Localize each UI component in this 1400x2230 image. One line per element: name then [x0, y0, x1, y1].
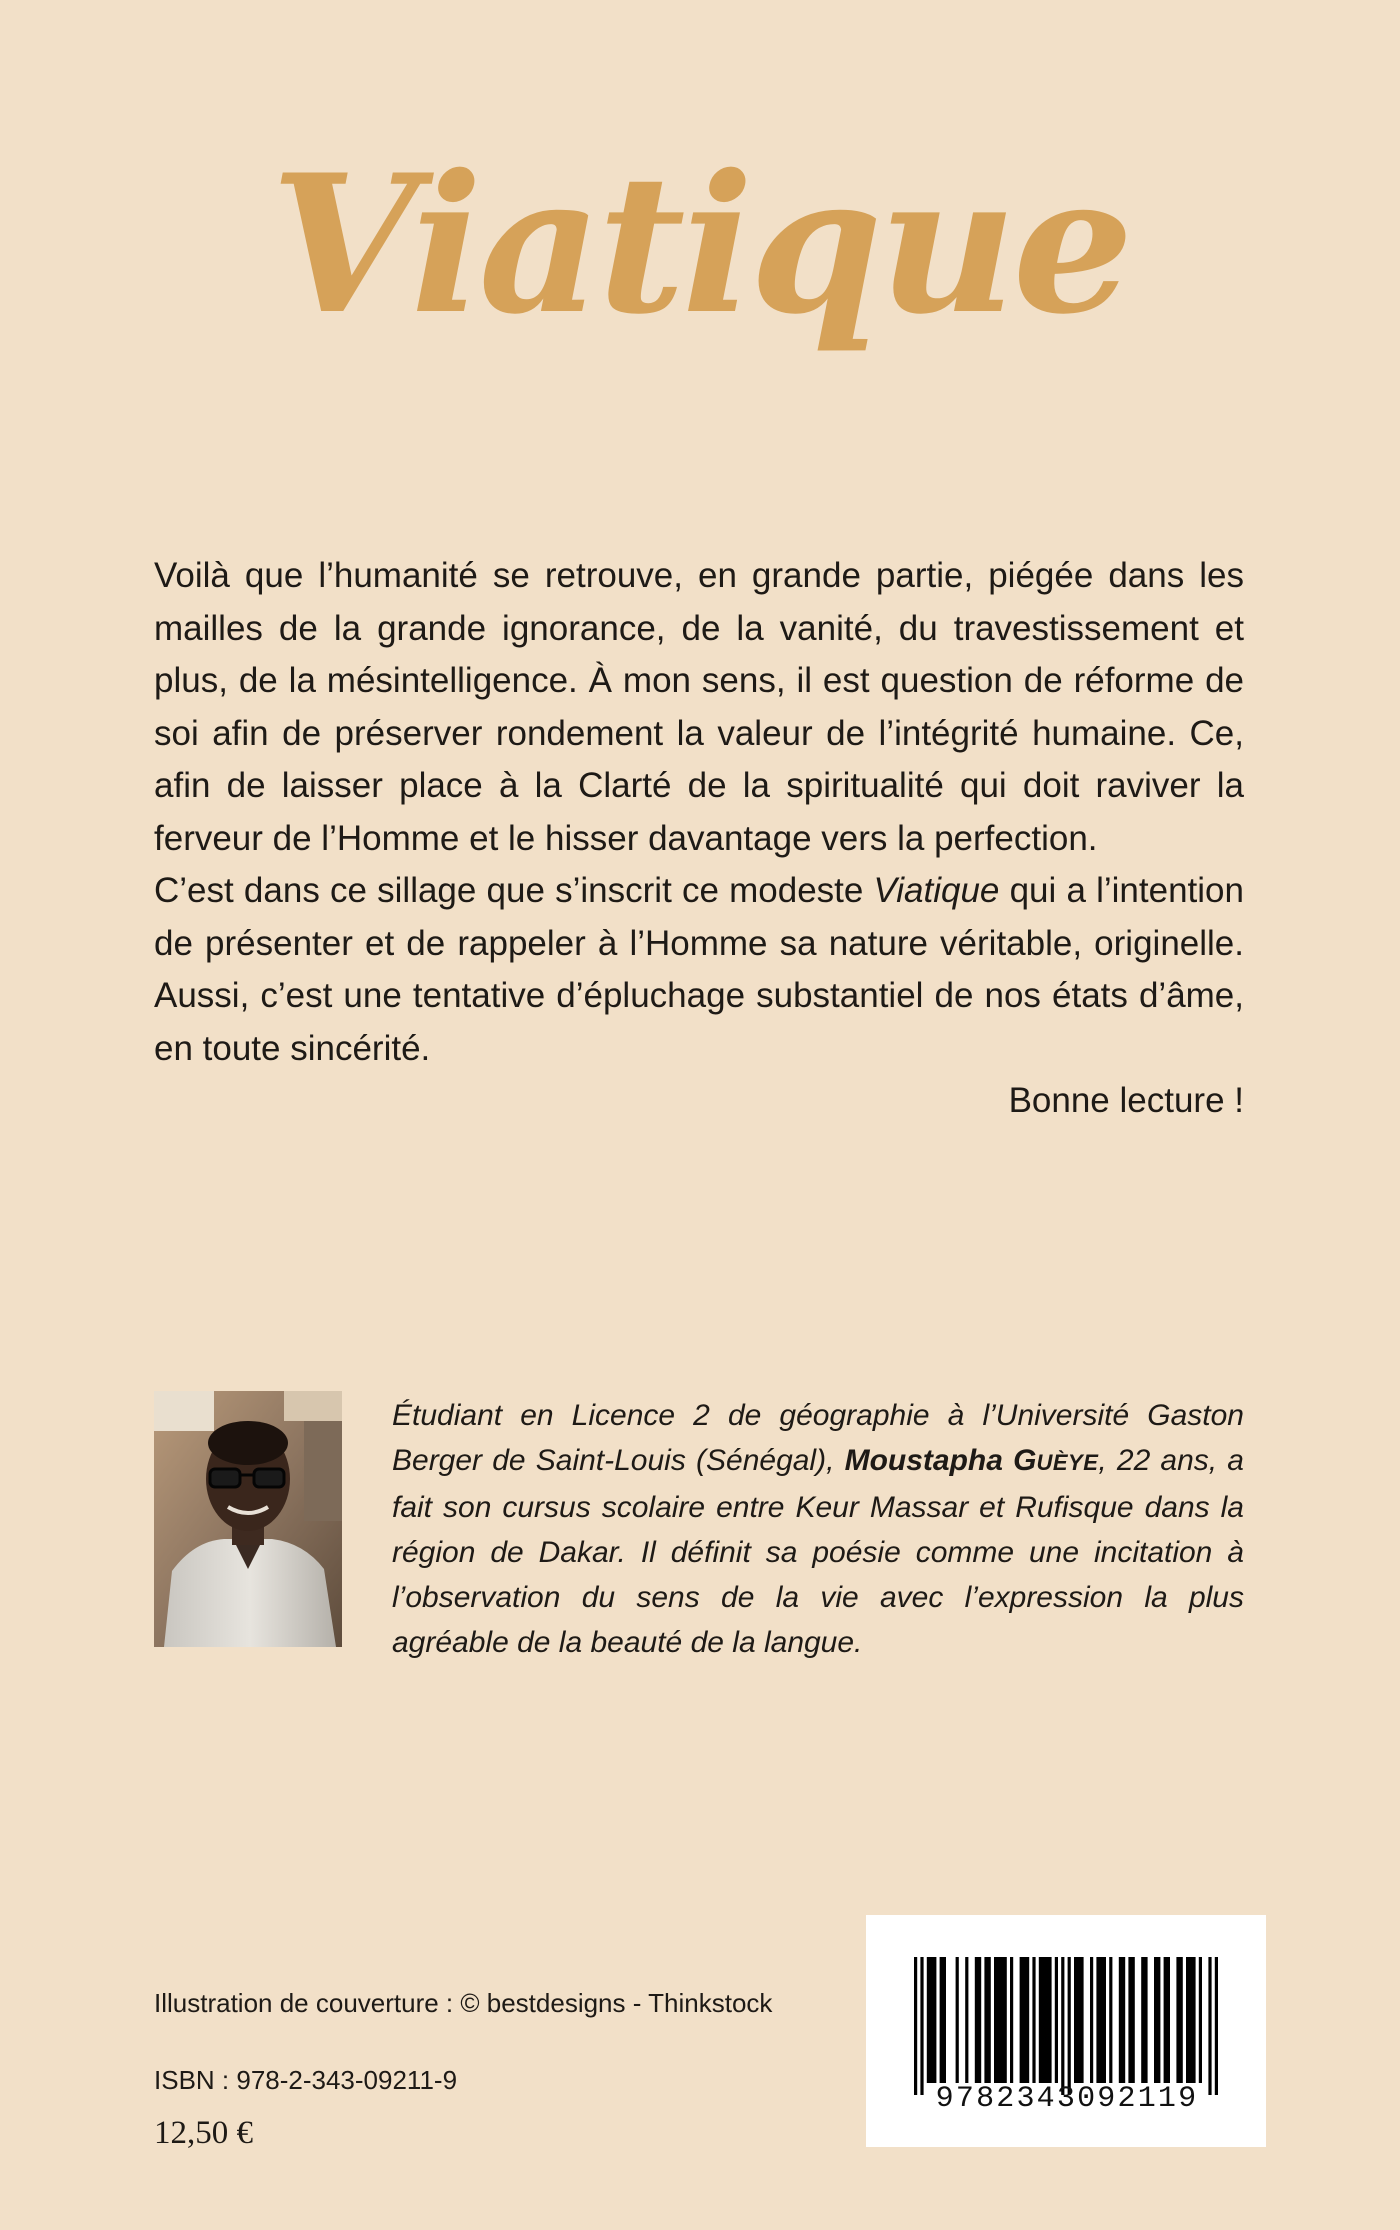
barcode-bar	[1119, 1957, 1125, 2083]
barcode-bar	[956, 1957, 959, 2083]
author-bio-rest: , 22 ans, a fait son cursus scolaire entre Keur Massar et Rufisque dans la région de Dakar. Il définit sa poésie comme une incitation à l’observation du sens de la vie avec l’expression la plus agréable de la beauté de la langue.	[392, 1444, 1244, 1659]
blurb-paragraph-1: Voilà que l’humanité se retrouve, en grande partie, piégée dans les mailles de la grande ignorance, de la vanité, du travestissement et plus, de la mésintelligence. À mon sens, il est question de réforme de soi afin de préserver rondement la valeur de l’intégrité humaine. Ce, afin de laisser place à la Clarté de la spiritualité qui doit raviver la ferveur de l’Homme et le hisser davantage vers la perfection.	[154, 556, 1244, 858]
author-bio-intro: Étudiant en Licence 2 de géographie à l’Université Gaston Berger de Saint-Louis (Sénégal),	[392, 1399, 1244, 1477]
barcode-bar	[984, 1957, 990, 2083]
barcode-bar	[920, 1957, 923, 2095]
barcode-bar	[1164, 1957, 1170, 2083]
barcode-bar	[1074, 1957, 1084, 2083]
author-name-first: Moustapha G	[844, 1444, 1037, 1477]
barcode-bar	[1090, 1957, 1093, 2083]
price: 12,50 €	[154, 2115, 253, 2151]
barcode-bar	[940, 1957, 946, 2083]
barcode-bar	[965, 1957, 968, 2083]
barcode-bar	[1141, 1957, 1147, 2083]
barcode-bar	[914, 1957, 917, 2095]
blurb-title-reference: Viatique	[873, 871, 1000, 910]
barcode-bar	[1068, 1957, 1071, 2095]
book-title: Viatique	[270, 133, 1130, 356]
barcode-bar	[1010, 1957, 1013, 2083]
isbn: ISBN : 978-2-343-09211-9	[154, 2065, 458, 2095]
barcode-bar	[1032, 1957, 1035, 2083]
barcode-bar	[1128, 1957, 1134, 2083]
author-name-smallcaps: UÈYE	[1036, 1450, 1099, 1475]
blurb-paragraph-2-start: C’est dans ce sillage que s’inscrit ce modeste	[154, 871, 874, 910]
barcode-bar	[927, 1957, 937, 2083]
blurb	[154, 550, 1244, 1128]
author-bio	[392, 1393, 1244, 1665]
barcode-bar	[1096, 1957, 1106, 2083]
barcode-bar	[1020, 1957, 1030, 2083]
barcode-bar	[1039, 1957, 1052, 2083]
author-name	[845, 1444, 1099, 1477]
barcode	[866, 1915, 1266, 2147]
cover-illustration-credit: Illustration de couverture : © bestdesigns - Thinkstock	[154, 1988, 773, 2018]
barcode-bar	[1176, 1957, 1182, 2083]
blurb-paragraph-2-end: qui a l’intention de présenter et de rappeler à l’Homme sa nature véritable, originelle. Aussi, c’est une tentative d’épluchage substantiel de nos états d’âme, en toute sincérité.	[154, 871, 1244, 1068]
barcode-bar	[1215, 1957, 1218, 2095]
barcode-bar	[1208, 1957, 1211, 2095]
barcode-bar	[1154, 1957, 1160, 2083]
barcode-bar	[1055, 1957, 1058, 2083]
barcode-bar	[1109, 1957, 1112, 2083]
blurb-closing: Bonne lecture !	[1008, 1081, 1244, 1120]
barcode-digits: 9782343092119	[935, 2082, 1199, 2116]
barcode-bar	[1186, 1957, 1196, 2083]
barcode-bar	[1061, 1957, 1064, 2095]
barcode-bar	[1199, 1957, 1202, 2083]
author-photo	[154, 1391, 342, 1647]
barcode-bar	[975, 1957, 981, 2083]
blurb-paragraph-2	[154, 865, 1244, 1075]
barcode-bar	[994, 1957, 1007, 2083]
